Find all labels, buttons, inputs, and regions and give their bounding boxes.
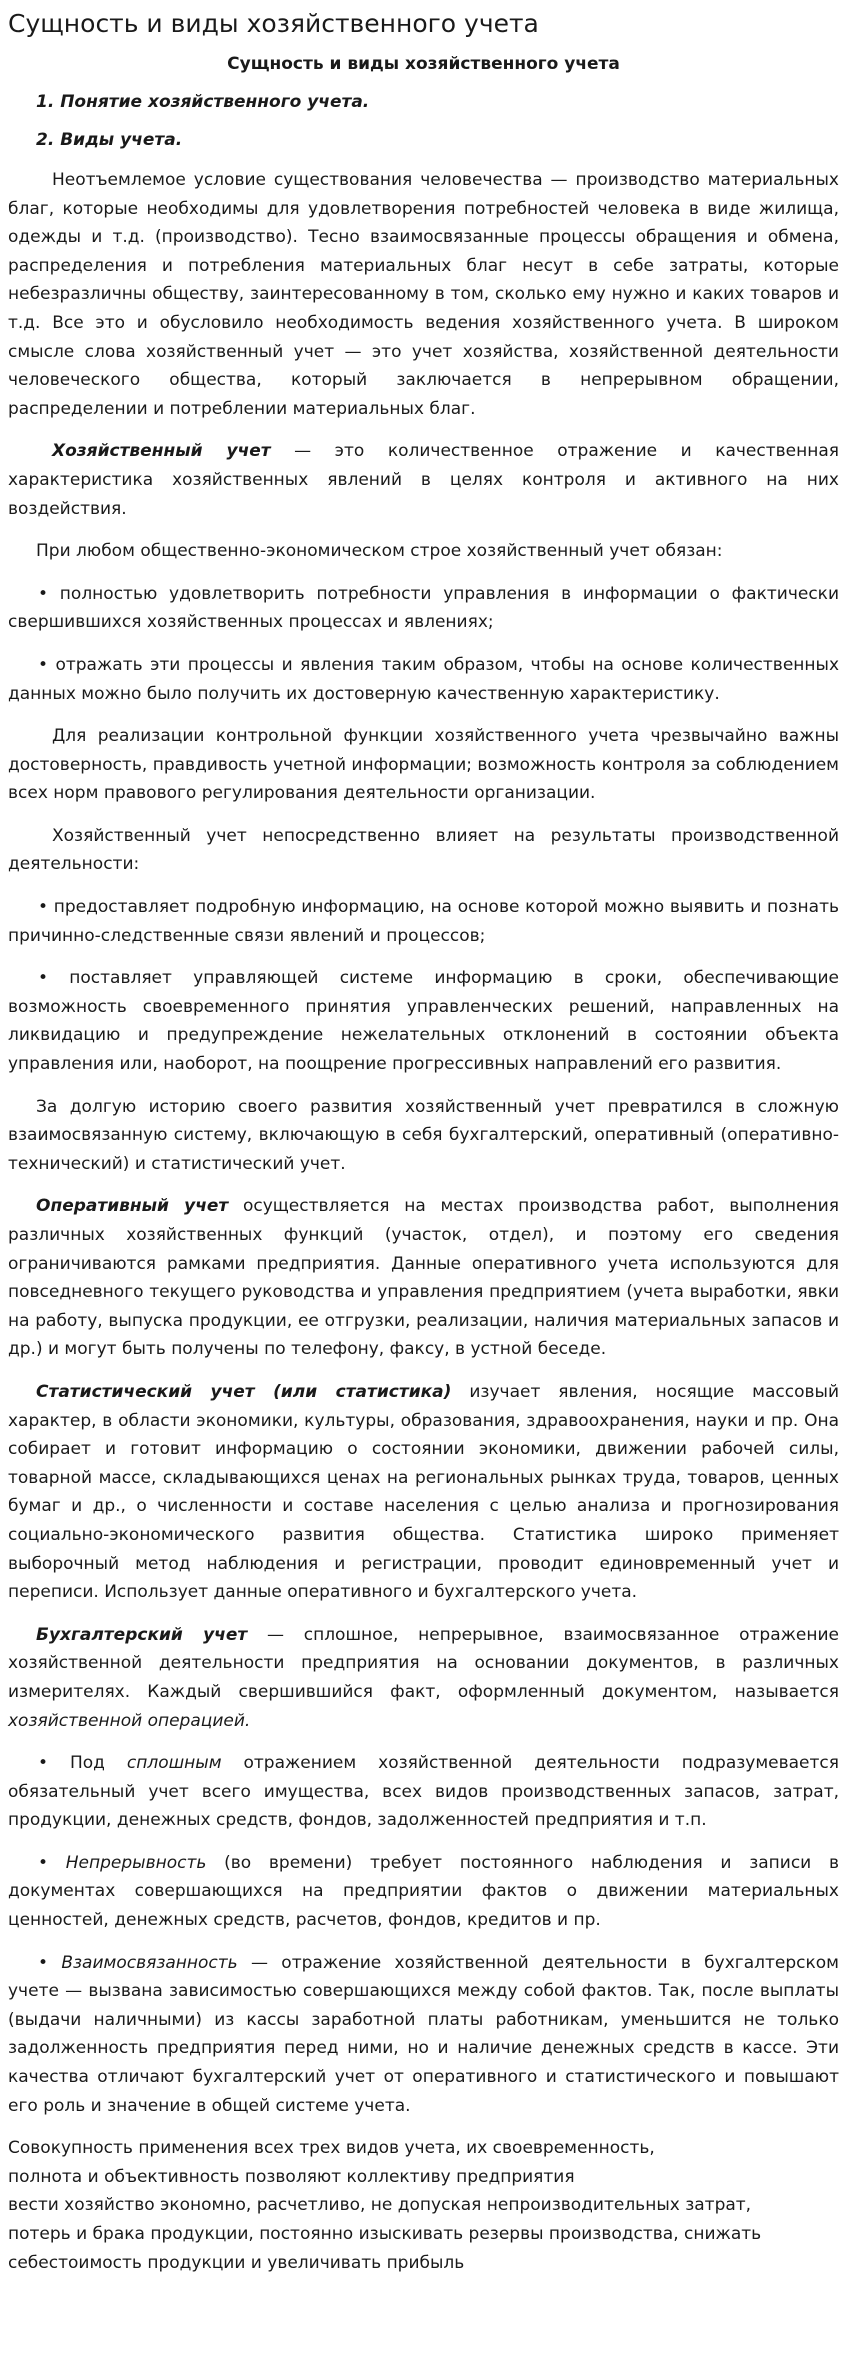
definition-text: — это количественное отражение и качественная характеристика хозяйственных явлений в целях контроля и активного на них воздействия.	[8, 441, 839, 519]
history-paragraph: За долгую историю своего развития хозяйственный учет превратился в сложную взаимосвязанную систему, включающую в себя бухгалтерский, оперативный (оперативно-технический) и статистический учет.	[8, 1096, 839, 1174]
statistics-paragraph	[8, 1378, 839, 1607]
bullet-italic-term: Непрерывность	[65, 1852, 207, 1873]
operative-term: Оперативный учет	[36, 1196, 229, 1217]
bullet-italic-term: Взаимосвязанность	[61, 1952, 238, 1973]
bullet-item: • предоставляет подробную информацию, на основе которой можно выявить и познать причинно-следственные связи явлений и процессов;	[8, 897, 839, 946]
bullet-text: (во времени) требует постоянного наблюдения и записи в документах совершающихся на предприятии фактов о движении материальных ценностей, денежных средств, расчетов, фондов, кредитов и пр.	[8, 1852, 839, 1931]
bullet-item: • отражать эти процессы и явления таким образом, чтобы на основе количественных данных можно было получить их достоверную качественную характеристику.	[8, 654, 839, 704]
summary-line: потерь и брака продукции, постоянно изыскивать резервы производства, снижать	[8, 2224, 762, 2244]
document-heading: Сущность и виды хозяйственного учета	[227, 54, 620, 74]
bullet-item	[8, 1749, 839, 1835]
summary-line: Совокупность применения всех трех видов учета, их своевременность,	[8, 2138, 655, 2159]
operative-text: осуществляется на местах производства работ, выполнения различных хозяйственных функций (участок, отдел), и поэтому его сведения ограничиваются рамками предприятия. Данные оперативного учета используются для повседневного текущего руководства и управления предприятием (учета выработки, явки на работу, выпуска продукции, ее отгрузки, реализации, наличия материальных запасов и др.) и могут быть получены по телефону, факсу, в устной беседе.	[8, 1196, 839, 1360]
bullet-item: • полностью удовлетворить потребности управления в информации о фактически свершившихся хозяйственных процессах и явлениях;	[8, 583, 839, 633]
operative-paragraph	[8, 1192, 839, 1364]
accounting-text: — сплошное, непрерывное, взаимосвязанное отражение хозяйственной деятельности предприятия на основании документов, в различных измерителях. Каждый свершившийся факт, оформленный документом, называется	[8, 1624, 840, 1702]
page-title: Сущность и виды хозяйственного учета	[8, 9, 539, 38]
accounting-term: Бухгалтерский учет	[36, 1624, 248, 1645]
summary-line: вести хозяйство экономно, расчетливо, не допуская непроизводительных затрат,	[8, 2195, 752, 2216]
outline-list	[8, 90, 839, 152]
definition-paragraph	[8, 437, 839, 523]
influence-paragraph: Хозяйственный учет непосредственно влияет на результаты производственной деятельности:	[8, 825, 839, 875]
bullet-item	[8, 1849, 839, 1935]
control-paragraph: Для реализации контрольной функции хозяйственного учета чрезвычайно важны достоверность, правдивость учетной информации; возможность контроля за соблюдением всех норм правового регулирования деятельности организации.	[8, 726, 839, 804]
obligations-intro: При любом общественно-экономическом строе хозяйственный учет обязан:	[36, 541, 723, 562]
definition-term: Хозяйственный учет	[52, 441, 271, 462]
outline-item: 1. Понятие хозяйственного учета.	[36, 92, 370, 112]
intro-paragraph: Неотъемлемое условие существования человечества — производство материальных благ, которые необходимы для удовлетворения потребностей человека в виде жилища, одежды и т.д. (производство). Тесно взаимосвязанные процессы обращения и обмена, распределения и потребления материальных благ несут в себе затраты, которые небезразличны обществу, заинтересованному в том, сколько ему нужно и каких товаров и т.д. Все это и обусловило необходимость ведения хозяйственного учета. В широком смысле слова хозяйственный учет — это учет хозяйства, хозяйственной деятельности человеческого общества, который заключается в непрерывном обращении, распределении и потреблении материальных благ.	[8, 170, 839, 419]
bullet-text: отражением хозяйственной деятельности подразумевается обязательный учет всего имущества, всех видов производственных запасов, затрат, продукции, денежных средств, фондов, задолженностей предприятия и т.п.	[8, 1753, 839, 1831]
bullet-item	[8, 1949, 839, 2121]
accounting-italic: хозяйственной операцией.	[8, 1710, 251, 1731]
summary-line: себестоимость продукции и увеличивать прибыль	[8, 2252, 465, 2273]
accounting-paragraph	[8, 1621, 839, 1735]
bullet-prefix: •	[38, 1852, 66, 1873]
statistics-text: изучает явления, носящие массовый характер, в области экономики, культуры, образования, здравоохранения, науки и пр. Она собирает и готовит информацию о состоянии экономики, движении рабочей силы, товарной массе, складывающихся ценах на региональных рынках труда, товаров, ценных бумаг и др., о численности и составе населения с целью анализа и прогнозирования социально-экономического развития общества. Статистика широко применяет выборочный метод наблюдения и регистрации, проводит единовременный учет и переписи. Использует данные оперативного и бухгалтерского учета.	[8, 1381, 839, 1603]
bullet-italic-term: сплошным	[126, 1753, 222, 1774]
bullet-prefix: •	[38, 1952, 62, 1973]
summary-line: полнота и объективность позволяют коллективу предприятия	[8, 2166, 575, 2187]
bullet-prefix: • Под	[38, 1753, 127, 1774]
outline-item: 2. Виды учета.	[36, 130, 183, 150]
bullet-item: • поставляет управляющей системе информацию в сроки, обеспечивающие возможность своевременного принятия управленческих решений, направленных на ликвидацию и предупреждение нежелательных отклонений в состоянии объекта управления или, наоборот, на поощрение прогрессивных направлений его развития.	[8, 968, 839, 1075]
bullet-text: — отражение хозяйственной деятельности в бухгалтерском учете — вызвана зависимостью совершающихся между собой фактов. Так, после выплаты (выдачи наличными) из кассы заработной платы работникам, уменьшится не только задолженность предприятия перед ними, но и наличие денежных средств в кассе. Эти качества отличают бухгалтерский учет от оперативного и статистического и повышают его роль и значение в общей системе учета.	[8, 1952, 839, 2116]
summary-paragraph	[8, 2134, 839, 2277]
statistics-term: Статистический учет (или статистика)	[36, 1381, 452, 1402]
